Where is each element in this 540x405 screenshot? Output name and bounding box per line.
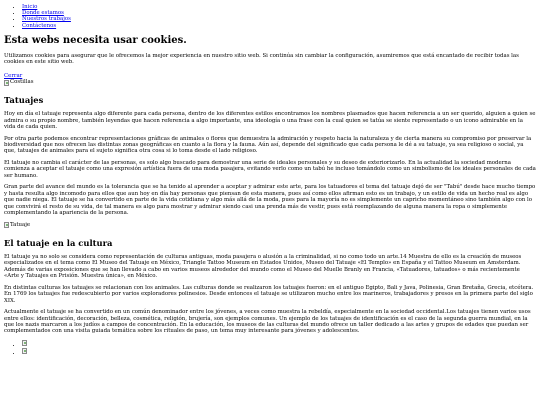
broken-image-icon <box>22 348 27 354</box>
cultura-paragraph: El tatuaje ya no solo se considera como representación de culturas antiguas, moda pasajera o alusión a la criminalidad, si no como todo un arte.14 Muestra de ello es la creación de museos especializados en el tema como El Museo del Tatuaje en México, Triangle Tattoo Museum en Estados Unidos, Museo del Tatuaje «El Templo» en España y el Tattoo Museum en Ámsterdam. Además de varias exposiciones que se han llevado a cabo en varios museos alrededor del mundo como el Museo del Muelle Branly en Francia, «Tatuadores, tatuados» o más recientemente «Arte y Tatuajes en Prisión. Muestra única», en México. <box>4 253 522 280</box>
cookie-close-link[interactable]: Cerrar <box>4 72 23 79</box>
tatuaje-image-alt: Tatuaje <box>10 221 31 228</box>
tatuaje-image <box>4 222 30 228</box>
thumbnail-item <box>22 340 536 348</box>
cookie-title: Esta webs necesita usar cookies. <box>4 34 187 46</box>
nav-link-inicio[interactable]: Inicio <box>22 4 38 10</box>
thumbnail-list <box>4 340 536 356</box>
thumbnail-item <box>22 348 536 356</box>
cookie-text: Utilizamos cookies para asegurar que le ofrecemos la mejor experiencia en nuestro sitio web. Si continúa sin cambiar la configuración, asumiremos que está encantado de recibir todas las cookies en este sitio web. <box>4 52 519 66</box>
cookie-notice <box>4 35 536 79</box>
tatuajes-paragraph: Por otra parte podemos encontrar representaciones gráficas de animales o flores que demuestra la admiración y respeto hacia la naturaleza y de cierta manera su compromiso por preservar la biodiversidad que nos ofrecen las distintas zonas geográficas en cuanto a la flora y la fauna. Aún así, depende del significado que cada persona le dé a su tatuaje, ya sea religioso o social, ya que, tatuajes de animales para el sujeto significa otra cosa si lo toma desde el lado religioso. <box>4 135 532 155</box>
broken-image-icon <box>22 340 27 346</box>
tatuajes-paragraph: El tatuaje no cambia el carácter de las personas, es solo algo buscado para demostrar una serie de ideales personales y su deseo de exteriorizarlo. En la actualidad la sociedad moderna comienza a aceptar el tatuaje como una expresión artística fuera de una moda pasajera, evitando verlo como un tabú he incluso tomándolo como un simbolismo de los ideales personales de cada ser humano. <box>4 159 536 179</box>
broken-image-icon <box>4 80 9 86</box>
nav-link-donde-estamos[interactable]: Donde estamos <box>22 10 64 17</box>
costillas-image-alt: Costillas <box>10 79 34 86</box>
tatuajes-paragraph: Gran parte del avance del mundo es la tolerancia que se ha tenido al aprender a aceptar y admirar este arte, para los tatuadores el tema del tatuaje dejó de ser "Tabú" desde hace mucho tiempo y hasta resulta algo incomodo para ellos que aun hoy en día hay personas que piensan de esta manera, pues así como ellos afirman esto es un trabajo, y un estilo de vida un hecho real es algo que nadie niega. El tatuaje se ha convertido en parte de la vida cotidiana y algo más allá de la moda, pues para la mayoría no es simplemente un capricho momentáneo sino también algo con lo que convivirá el resto de su vida, de tal manera es algo para mostrar y admirar siendo casi una prenda más de vestir, pues está reemplazando de alguna manera la ropa o simplemente complementando la apariencia de la persona. <box>4 184 536 217</box>
section-title-cultura: El tatuaje en la cultura <box>4 237 113 248</box>
broken-image-icon <box>4 222 9 228</box>
main-nav <box>4 4 536 29</box>
costillas-image <box>4 79 33 85</box>
nav-link-nuestros-trabajos[interactable]: Nuestros trabajos <box>22 16 71 23</box>
tatuajes-paragraph: Hoy en día el tatuaje representa algo diferente para cada persona, dentro de los diferentes estilos encontramos los nombres plasmados que hacen referencia a un ser querido, alguien a quien se admira o su propio nombre, también leyendas que hacen referencia a algo importante, una ideología o una frase con la cual quien se tatúa se siente representado o un icono admirable en la vida de cada quien. <box>4 111 536 131</box>
nav-link-contactenos[interactable]: Contáctenos <box>22 22 57 29</box>
thumbnail-link[interactable] <box>22 350 27 356</box>
cultura-paragraph: En distintas culturas los tatuajes se relacionan con los animales. Las culturas donde se realizaron los tatuajes fueron: en el antiguo Egipto, Bali y Java, Polinesia, Gran Bretaña, Grecia, etcétera. En 1769 los tatuajes fue redescubierto por varios exploradores polinesios. Desde entonces el tatuaje se utilizaron mucho entre los marineros, trabajadores y presos en la primera parte del siglo XIX. <box>4 284 534 304</box>
nav-item-contactenos <box>22 23 536 29</box>
section-title-tatuajes: Tatuajes <box>4 94 44 105</box>
cultura-paragraph: Actualmente el tatuaje se ha convertido en un común denominador entre los jóvenes, a veces como muestra la rebeldía, especialmente en la sociedad occidental.Los tatuajes tienen varios usos entre ellos: identificación, decoración, belleza, cosmética, religión, brujería, son ejemplos comunes. Un ejemplo de los tatuajes de identificación es el caso de la segunda guerra mundial, en la que los nazis marcaron a los judíos a campos de concentración. En la educación, los museos de las culturas del mundo ofrece un taller dedicado a las artes y grupos de edades que puedan ser complementados con una visita guiada temática sobre los rituales de paso, un tema muy interesante para jóvenes y adolescentes. <box>4 309 531 335</box>
